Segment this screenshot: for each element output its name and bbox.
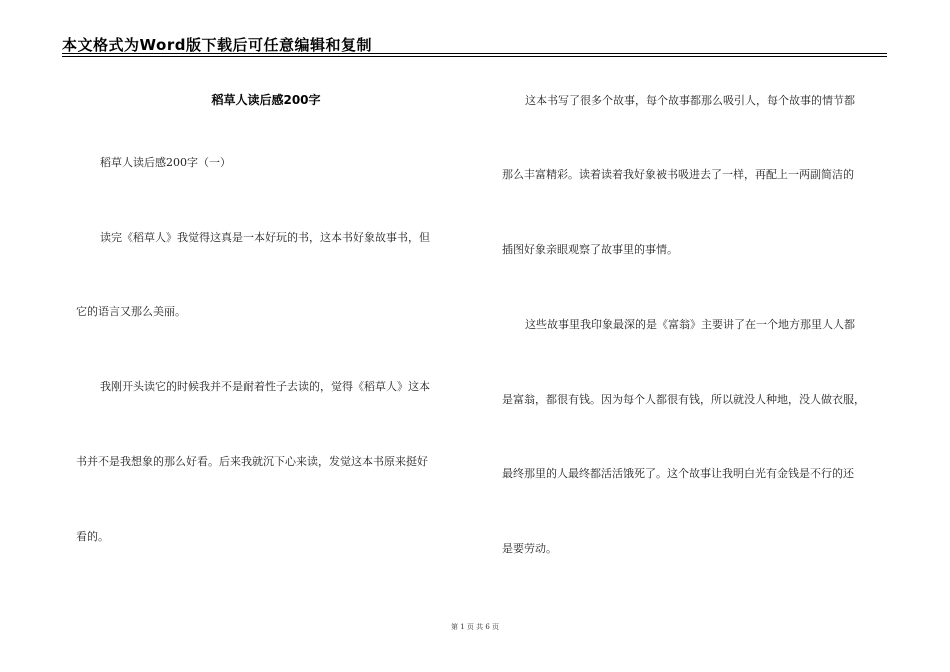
paragraph-line: 我刚开头读它的时候我并不是耐着性子去读的，觉得《稻草人》这本 xyxy=(100,380,430,393)
page-number: 第 1 页 共 6 页 xyxy=(450,623,500,631)
paragraph-line: 最终那里的人最终都活活饿死了。这个故事让我明白光有金钱是不行的还 xyxy=(502,467,854,480)
paragraph-line: 它的语言又那么美丽。 xyxy=(76,305,186,318)
header-title: 本文格式为Word版下载后可任意编辑和复制 xyxy=(62,36,372,54)
paragraph-line: 书并不是我想象的那么好看。后来我就沉下心来读，发觉这本书原来挺好 xyxy=(76,455,428,468)
paragraph-line: 看的。 xyxy=(76,530,109,543)
paragraph-line: 这本书写了很多个故事，每个故事都那么吸引人，每个故事的情节都 xyxy=(525,94,855,107)
paragraph-line: 是富翁，都很有钱。因为每个人都很有钱，所以就没人种地，没人做衣服， xyxy=(502,393,865,406)
paragraph-line: 是要劳动。 xyxy=(502,542,557,555)
paragraph-line: 这些故事里我印象最深的是《富翁》主要讲了在一个地方那里人人都 xyxy=(525,318,855,331)
paragraph-line: 读完《稻草人》我觉得这真是一本好玩的书，这本书好象故事书，但 xyxy=(100,231,430,244)
paragraph-line: 稻草人读后感200字（一） xyxy=(100,156,231,169)
paragraph-line: 那么丰富精彩。读着读着我好象被书吸进去了一样，再配上一两副简洁的 xyxy=(502,168,854,181)
header-rule xyxy=(62,53,887,54)
header-rule-thin xyxy=(62,56,887,57)
paragraph-line: 插图好象亲眼观察了故事里的事情。 xyxy=(502,243,678,256)
document-title: 稻草人读后感200字 xyxy=(211,93,321,107)
